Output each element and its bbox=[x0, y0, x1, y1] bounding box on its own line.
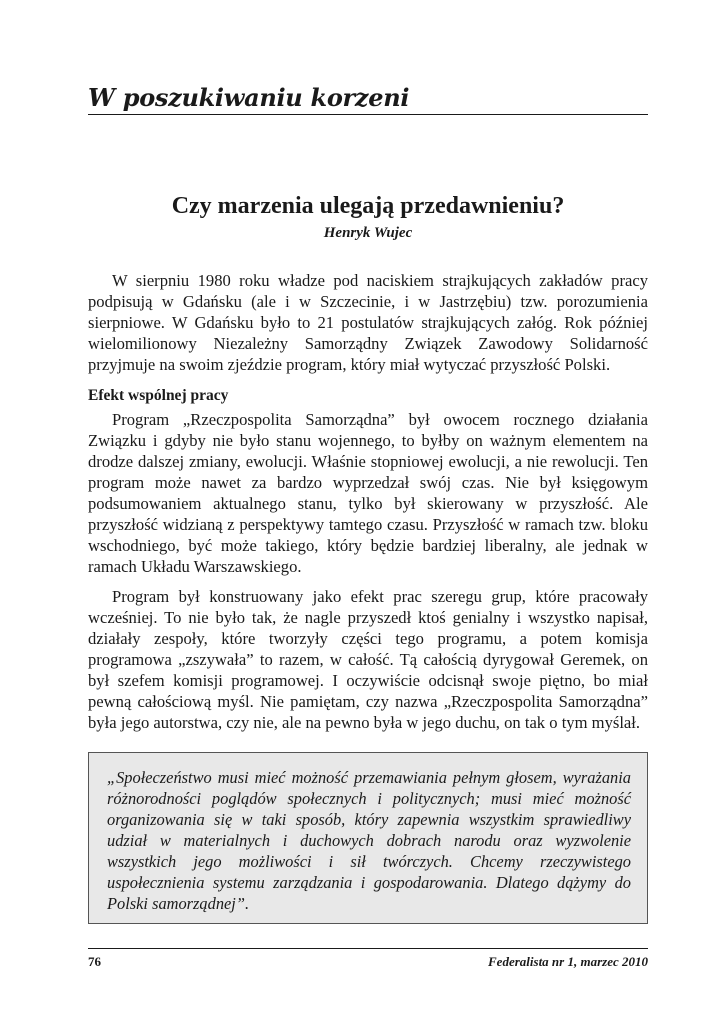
section-header bbox=[88, 84, 648, 115]
journal-citation: Federalista nr 1, marzec 2010 bbox=[488, 954, 648, 969]
body-paragraph-2: Program był konstruowany jako efekt prac szeregu grup, które pracowały wcześniej. To nie było tak, że nagle przyszedł ktoś genialny i wszystko napisał, działały zespoły, które tworzyły części tego programu, a potem komisja programowa „zszywała” to razem, w całość. Tą całością dyrygował Geremek, on był szefem komisji programowej. I oczywiście odcisnął swoje piętno, bo miał pewną całościową myśl. Nie pamiętam, czy nazwa „Rzeczpospolita Samorządna” była jego autorstwa, czy nie, ale na pewno była w jego duchu, on tak o tym myślał. bbox=[88, 587, 648, 732]
article-body bbox=[88, 270, 648, 733]
quote-text: „Społeczeństwo musi mieć możność przemawiania pełnym głosem, wyrażania różnorodności poglądów społecznych i politycznych; musi mieć możność organizowania się w taki sposób, który zapewnia wszystkim sprawiedliwy udział w materialnych i duchowych dobrach narodu oraz wyzwolenie wszystkich jego możliwości i sił twórczych. Chcemy rzeczywistego uspołecznienia systemu zarządzania i gospodarowania. Dlatego dążymy do Polski samorządnej”. bbox=[107, 768, 631, 913]
quote-box bbox=[88, 752, 648, 924]
intro-paragraph: W sierpniu 1980 roku władze pod naciskiem strajkujących zakładów pracy podpisują w Gdańsku (ale i w Szczecinie, i w Jastrzębiu) tzw. porozumienia sierpniowe. W Gdańsku było to 21 postulatów strajkujących załóg. Rok później wielomilionowy Niezależny Samorządny Związek Zawodowy Solidarność przyjmuje na swoim zjeździe program, który miał wytyczać przyszłość Polski. bbox=[88, 271, 648, 374]
page-number: 76 bbox=[88, 954, 101, 969]
body-paragraph-1: Program „Rzeczpospolita Samorządna” był owocem rocznego działania Związku i gdyby nie było stanu wojennego, to byłby on ważnym elementem na drodze dalszej zmiany, ewolucji. Właśnie stopniowej ewolucji, a nie rewolucji. Ten program może nawet za bardzo wyprzedzał swój czas. Nie był księgowym podsumowaniem aktualnego stanu, tylko był skierowany w przyszłość. Ale przyszłość widzianą z perspektywy tamtego czasu. Przyszłość w ramach tzw. bloku wschodniego, być może takiego, który będzie bardziej liberalny, ale jednak w ramach Układu Warszawskiego. bbox=[88, 410, 648, 576]
article-author: Henryk Wujec bbox=[323, 225, 413, 241]
article-title: Czy marzenia ulegają przedawnieniu? bbox=[171, 193, 565, 219]
section-title: W poszukiwaniu korzeni bbox=[88, 83, 410, 112]
subheading: Efekt wspólnej pracy bbox=[88, 387, 229, 404]
page-footer bbox=[88, 948, 648, 970]
